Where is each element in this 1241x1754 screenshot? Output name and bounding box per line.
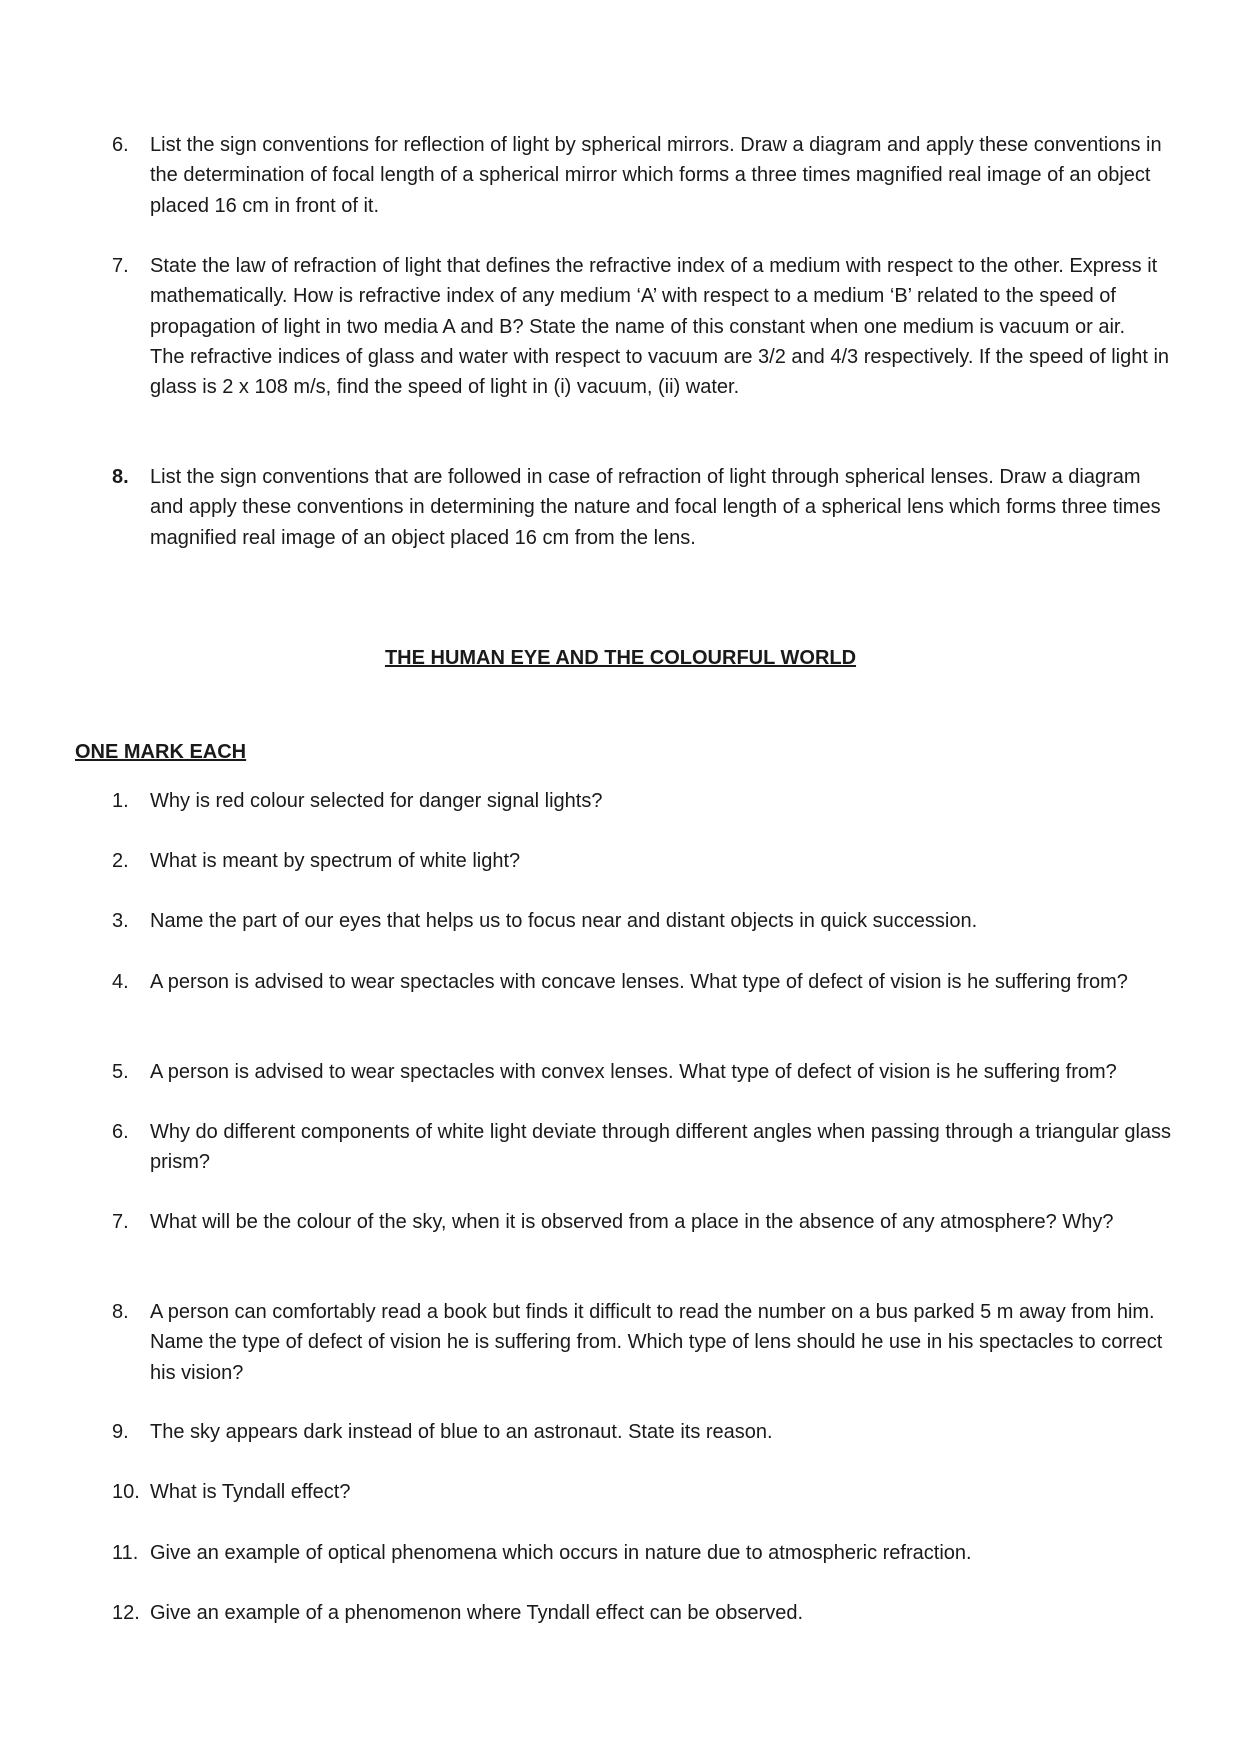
one-mark-question-1 [112, 786, 1172, 816]
question-text: Name the part of our eyes that helps us to focus near and distant objects in quick succession. [150, 910, 978, 932]
question-text: A person is advised to wear spectacles with convex lenses. What type of defect of vision is he suffering from? [150, 1061, 1117, 1083]
question-text: Why is red colour selected for danger signal lights? [150, 790, 603, 812]
question-paragraph: State the law of refraction of light that defines the refractive index of a medium with respect to the other. Express it mathematically. How is refractive index of any medium ‘A’ with respect to a medium ‘B’ related to the speed of propagation of light in two media A and B? State the name of this constant when one medium is vacuum or air. [150, 255, 1158, 338]
question-text: The sky appears dark instead of blue to an astronaut. State its reason. [150, 1421, 773, 1443]
question-number: 7. [112, 255, 129, 277]
question-text: Give an example of optical phenomena which occurs in nature due to atmospheric refraction. [150, 1542, 972, 1564]
one-mark-question-5 [112, 1057, 1172, 1087]
question-paragraph: List the sign conventions for reflection of light by spherical mirrors. Draw a diagram and apply these conventions in the determination of focal length of a spherical mirror which forms a three times magnified real image of an object placed 16 cm in front of it. [150, 134, 1162, 217]
question-6 [112, 130, 1172, 221]
question-text: A person can comfortably read a book but finds it difficult to read the number on a bus parked 5 m away from him. Name the type of defect of vision he is suffering from. Which type of lens should he use in his spectacles to correct his vision? [150, 1301, 1163, 1384]
question-text: A person is advised to wear spectacles with concave lenses. What type of defect of vision is he suffering from? [150, 971, 1128, 993]
question-text: Why do different components of white light deviate through different angles when passing through a triangular glass prism? [150, 1121, 1172, 1174]
question-number: 3. [112, 910, 129, 932]
one-mark-question-6 [112, 1117, 1172, 1178]
question-number: 1. [112, 790, 129, 812]
one-mark-question-7 [112, 1207, 1172, 1237]
question-number: 4. [112, 971, 129, 993]
question-number: 7. [112, 1211, 129, 1233]
one-mark-question-3 [112, 906, 1172, 936]
question-number: 6. [112, 134, 129, 156]
question-8 [112, 462, 1172, 553]
one-mark-question-4 [112, 967, 1172, 997]
one-mark-question-2 [112, 846, 1172, 876]
question-number: 9. [112, 1421, 129, 1443]
question-text [150, 251, 1172, 402]
section-title: ONE MARK EACH [75, 741, 247, 763]
question-text: What will be the colour of the sky, when it is observed from a place in the absence of any atmosphere? Why? [150, 1211, 1114, 1233]
question-7 [112, 251, 1172, 402]
question-text: What is meant by spectrum of white light? [150, 850, 521, 872]
question-number: 6. [112, 1121, 129, 1143]
question-number: 2. [112, 850, 129, 872]
one-mark-question-12 [112, 1598, 1172, 1628]
question-text [150, 130, 1172, 221]
question-number: 12. [112, 1602, 140, 1624]
question-number: 8. [112, 1301, 129, 1323]
chapter-title: THE HUMAN EYE AND THE COLOURFUL WORLD [384, 647, 857, 669]
one-mark-question-9 [112, 1417, 1172, 1447]
question-number: 8. [112, 466, 129, 488]
question-number: 11. [112, 1542, 139, 1564]
question-paragraph: List the sign conventions that are followed in case of refraction of light through spherical lenses. Draw a diagram and apply these conventions in determining the nature and focal length of a spherical lens which forms three times magnified real image of an object placed 16 cm from the lens. [150, 466, 1161, 549]
one-mark-question-8 [112, 1297, 1172, 1388]
question-number: 5. [112, 1061, 129, 1083]
question-text: Give an example of a phenomenon where Tyndall effect can be observed. [150, 1602, 804, 1624]
question-paragraph: The refractive indices of glass and water with respect to vacuum are 3/2 and 4/3 respectively. If the speed of light in glass is 2 x 108 m/s, find the speed of light in (i) vacuum, (ii) water. [150, 345, 1170, 399]
question-text [150, 462, 1172, 553]
question-text: What is Tyndall effect? [150, 1481, 351, 1503]
one-mark-question-11 [112, 1538, 1172, 1568]
one-mark-question-10 [112, 1477, 1172, 1507]
question-number: 10. [112, 1481, 140, 1503]
